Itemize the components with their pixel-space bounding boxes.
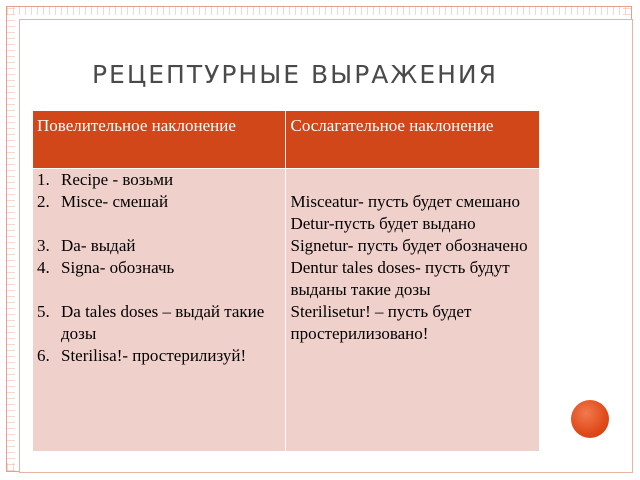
list-item: 5. Da tales doses – выдай такие дозы [37, 302, 265, 343]
slide-title: РЕЦЕПТУРНЫЕ ВЫРАЖЕНИЯ [91, 60, 499, 89]
list-item: 1. Recipe - возьми [37, 170, 174, 189]
expressions-table [32, 110, 540, 452]
subjunctive-line: Signetur- пусть будет обозначено [290, 236, 528, 255]
table-header-row [33, 111, 540, 169]
list-item: 4. Signa- обозначь [37, 258, 175, 277]
header-subjunctive: Сослагательное наклонение [286, 111, 540, 169]
subjunctive-line: Misceatur- пусть будет смешано [290, 192, 520, 211]
decorative-circle [571, 400, 609, 438]
text-spacer [290, 169, 535, 191]
subjunctive-line: Detur-пусть будет выдано [290, 214, 476, 233]
imperative-list [37, 169, 281, 367]
subjunctive-line: Sterilisetur! – пусть будет простерилизовано! [290, 302, 472, 343]
list-item: 6. Sterilisa!- простерилизуй! [37, 346, 247, 365]
subjunctive-cell [286, 169, 540, 452]
list-item: 3. Da- выдай [37, 236, 136, 255]
imperative-cell [33, 169, 286, 452]
header-imperative: Повелительное наклонение [33, 111, 286, 169]
table-row [33, 169, 540, 452]
list-item: 2. Misce- смешай [37, 192, 169, 211]
subjunctive-line: Dentur tales doses- пусть будут выданы такие дозы [290, 258, 510, 299]
list-spacer [37, 279, 281, 301]
list-spacer [37, 213, 281, 235]
